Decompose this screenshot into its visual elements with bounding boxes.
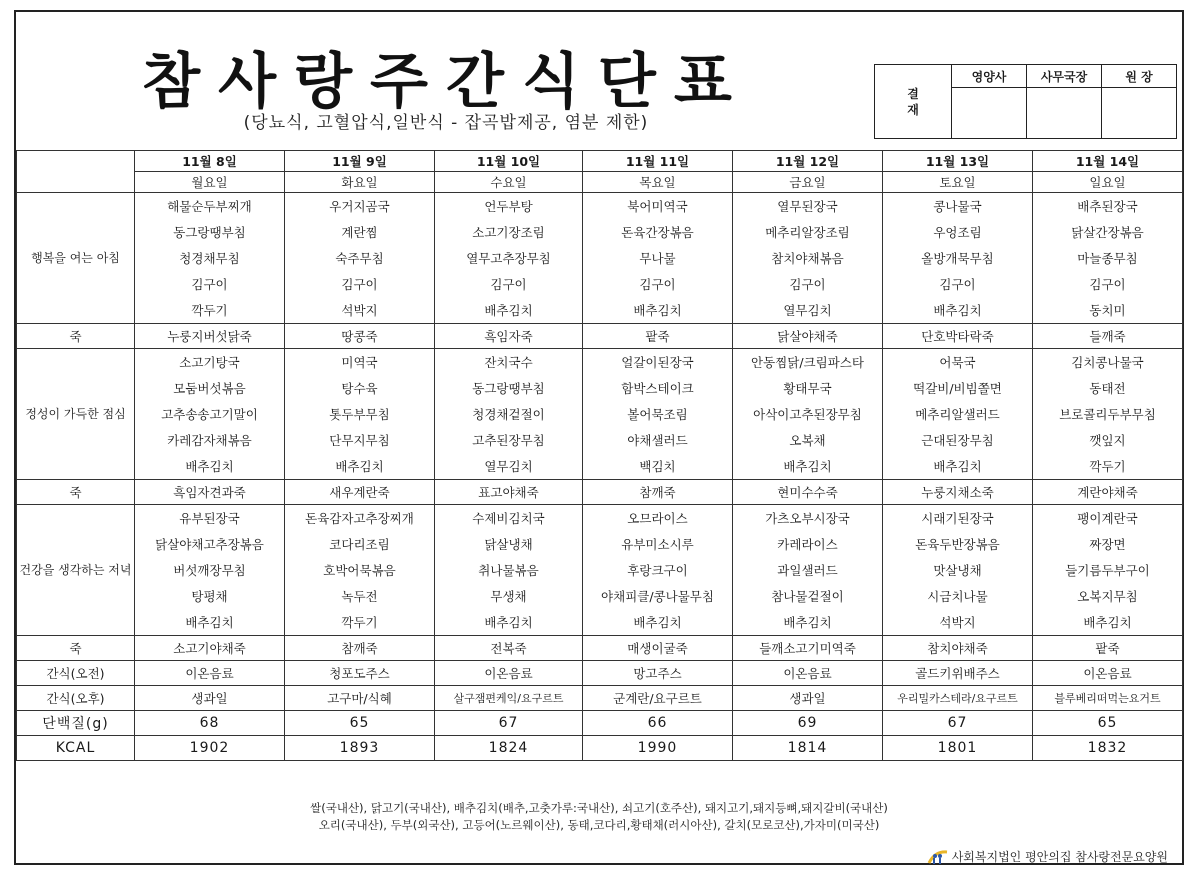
snack-afternoon-cell: 생과일 [135,686,285,711]
weekday-cell: 수요일 [435,172,583,193]
date-cell: 11월 14일 [1033,151,1183,172]
kcal-cell: 1893 [285,736,435,761]
date-cell: 11월 13일 [883,151,1033,172]
menu-item: 황태무국 [733,375,883,401]
kcal-label: KCAL [17,736,135,761]
breakfast-row [17,245,1183,271]
dinner-label: 건강을 생각하는 저녁 [17,505,135,636]
approval-label-bottom: 재 [907,102,919,117]
porridge-evening-row [17,636,1183,661]
menu-item: 열무된장국 [733,193,883,220]
snack-afternoon-cell: 생과일 [733,686,883,711]
protein-cell: 65 [1033,711,1183,736]
menu-item: 우거지곰국 [285,193,435,220]
menu-item: 돈육간장볶음 [583,219,733,245]
menu-item: 오므라이스 [583,505,733,532]
menu-item: 함박스테이크 [583,375,733,401]
menu-item: 김치콩나물국 [1033,349,1183,376]
menu-item: 떡갈비/비빔쫄면 [883,375,1033,401]
menu-item: 해물순두부찌개 [135,193,285,220]
menu-item: 동치미 [1033,297,1183,324]
kcal-cell: 1824 [435,736,583,761]
menu-item: 깍두기 [135,297,285,324]
organization-signature [927,848,1168,865]
menu-item: 짜장면 [1033,531,1183,557]
kcal-cell: 1832 [1033,736,1183,761]
snack-morning-cell: 골드키위배주스 [883,661,1033,686]
menu-item: 김구이 [883,271,1033,297]
menu-item: 깍두기 [285,609,435,636]
menu-item: 배추김치 [583,297,733,324]
menu-item: 언두부탕 [435,193,583,220]
origin-line-1: 쌀(국내산), 닭고기(국내산), 배추김치(배추,고춧가루:국내산), 쇠고기(호주산), 돼지고기,돼지등뼈,돼지갈비(국내산) [310,801,888,815]
menu-item: 배추김치 [733,609,883,636]
date-cell: 11월 9일 [285,151,435,172]
porridge-morning-cell: 닭살야채죽 [733,324,883,349]
lunch-label: 정성이 가득한 점심 [17,349,135,480]
menu-item: 열무고추장무침 [435,245,583,271]
menu-item: 들기름두부구이 [1033,557,1183,583]
origin-line-2: 오리(국내산), 두부(외국산), 고등어(노르웨이산), 동태,코다리,황태채(러시아산), 갈치(모로코산),가자미(미국산) [318,818,880,832]
menu-item: 안동찜닭/크림파스타 [733,349,883,376]
porridge-morning-cell: 팥죽 [583,324,733,349]
snack-afternoon-cell: 우리밀카스테라/요구르트 [883,686,1033,711]
lunch-row [17,401,1183,427]
snack-afternoon-row [17,686,1183,711]
menu-item: 배추김치 [883,453,1033,480]
porridge-morning-label: 죽 [17,324,135,349]
menu-item: 백김치 [583,453,733,480]
menu-item: 카레라이스 [733,531,883,557]
date-cell: 11월 12일 [733,151,883,172]
menu-item: 시래기된장국 [883,505,1033,532]
weekday-row [17,172,1183,193]
menu-item: 닭살냉채 [435,531,583,557]
approval-box [874,64,1177,139]
kcal-cell: 1814 [733,736,883,761]
menu-item: 과일샐러드 [733,557,883,583]
menu-item: 탕수육 [285,375,435,401]
menu-item: 소고기탕국 [135,349,285,376]
protein-cell: 69 [733,711,883,736]
menu-item: 메추리알샐러드 [883,401,1033,427]
menu-sheet [14,10,1184,865]
organization-name: 사회복지법인 평안의집 참사랑전문요양원 [951,850,1168,864]
porridge-afternoon-cell: 새우계란죽 [285,480,435,505]
kcal-row [17,736,1183,761]
porridge-morning-cell: 흑임자죽 [435,324,583,349]
menu-item: 고추된장무침 [435,427,583,453]
menu-item: 콩나물국 [883,193,1033,220]
menu-item: 배추김치 [435,297,583,324]
menu-item: 돈육두반장볶음 [883,531,1033,557]
kcal-cell: 1902 [135,736,285,761]
dinner-row [17,583,1183,609]
menu-item: 수제비김치국 [435,505,583,532]
protein-label: 단백질(g) [17,711,135,736]
menu-item: 배추김치 [435,609,583,636]
porridge-morning-cell: 누룽지버섯닭죽 [135,324,285,349]
menu-item: 석박지 [285,297,435,324]
porridge-evening-cell: 참치야채죽 [883,636,1033,661]
kcal-cell: 1801 [883,736,1033,761]
menu-item: 배추김치 [583,609,733,636]
menu-item: 동그랑땡부침 [135,219,285,245]
menu-item: 열무김치 [435,453,583,480]
page-subtitle: (당뇨식, 고혈압식,일반식 - 잡곡밥제공, 염분 제한) [243,113,649,133]
menu-item: 취나물볶음 [435,557,583,583]
porridge-afternoon-label: 죽 [17,480,135,505]
menu-item: 김구이 [435,271,583,297]
snack-afternoon-cell: 고구마/식혜 [285,686,435,711]
menu-item: 배추김치 [883,297,1033,324]
page-title: 참사랑주간식단표 [142,47,750,117]
menu-item: 북어미역국 [583,193,733,220]
porridge-evening-cell: 팥죽 [1033,636,1183,661]
menu-item: 돈육감자고추장찌개 [285,505,435,532]
menu-item: 계란찜 [285,219,435,245]
menu-item: 참치야채볶음 [733,245,883,271]
dinner-row [17,557,1183,583]
porridge-afternoon-cell: 참깨죽 [583,480,733,505]
menu-item: 무생채 [435,583,583,609]
menu-item: 팽이계란국 [1033,505,1183,532]
date-cell: 11월 8일 [135,151,285,172]
menu-item: 깻잎지 [1033,427,1183,453]
porridge-evening-cell: 참깨죽 [285,636,435,661]
approval-role-dietitian: 영양사 [952,65,1027,88]
menu-item: 깍두기 [1033,453,1183,480]
breakfast-row [17,297,1183,324]
menu-item: 오복지무침 [1033,583,1183,609]
porridge-afternoon-cell: 흑임자견과죽 [135,480,285,505]
porridge-morning-cell: 들깨죽 [1033,324,1183,349]
snack-afternoon-cell: 살구잼편케익/요구르트 [435,686,583,711]
date-row [17,151,1183,172]
approval-role-director: 원 장 [1102,65,1177,88]
date-cell: 11월 10일 [435,151,583,172]
snack-afternoon-label: 간식(오후) [17,686,135,711]
porridge-evening-cell: 들깨소고기미역죽 [733,636,883,661]
porridge-evening-label: 죽 [17,636,135,661]
snack-morning-cell: 이온음료 [1033,661,1183,686]
menu-item: 김구이 [583,271,733,297]
menu-item: 호박어묵볶음 [285,557,435,583]
snack-morning-cell: 이온음료 [435,661,583,686]
menu-item: 동그랑땡부침 [435,375,583,401]
menu-item: 닭살간장볶음 [1033,219,1183,245]
menu-item: 닭살야채고추장볶음 [135,531,285,557]
dinner-row [17,505,1183,532]
lunch-row [17,349,1183,376]
menu-item: 배추김치 [135,609,285,636]
header [16,12,1182,150]
menu-item: 톳두부무침 [285,401,435,427]
approval-role-manager: 사무국장 [1027,65,1102,88]
porridge-evening-cell: 소고기야채죽 [135,636,285,661]
lunch-row [17,427,1183,453]
snack-morning-label: 간식(오전) [17,661,135,686]
menu-item: 김구이 [733,271,883,297]
menu-item: 미역국 [285,349,435,376]
breakfast-row [17,193,1183,220]
porridge-afternoon-cell: 현미수수죽 [733,480,883,505]
menu-table [16,150,1183,761]
weekday-cell: 목요일 [583,172,733,193]
porridge-morning-cell: 단호박타락죽 [883,324,1033,349]
snack-afternoon-cell: 블루베리떠먹는요거트 [1033,686,1183,711]
menu-item: 후랑크구이 [583,557,733,583]
protein-cell: 68 [135,711,285,736]
porridge-morning-row [17,324,1183,349]
menu-item: 코다리조림 [285,531,435,557]
dinner-row [17,609,1183,636]
menu-item: 얼갈이된장국 [583,349,733,376]
breakfast-label: 행복을 여는 아침 [17,193,135,324]
menu-item: 야채샐러드 [583,427,733,453]
menu-item: 배추된장국 [1033,193,1183,220]
signature-dietitian [952,88,1027,139]
porridge-afternoon-cell: 계란야채죽 [1033,480,1183,505]
approval-label [875,65,952,139]
corner-cell [17,151,135,193]
menu-item: 김구이 [285,271,435,297]
menu-item: 열무김치 [733,297,883,324]
snack-morning-cell: 이온음료 [135,661,285,686]
snack-morning-cell: 망고주스 [583,661,733,686]
menu-item: 배추김치 [1033,609,1183,636]
snack-afternoon-cell: 군계란/요구르트 [583,686,733,711]
menu-item: 시금치나물 [883,583,1033,609]
porridge-afternoon-cell: 누룽지채소죽 [883,480,1033,505]
menu-item: 석박지 [883,609,1033,636]
menu-item: 김구이 [1033,271,1183,297]
lunch-row [17,453,1183,480]
porridge-evening-cell: 매생이굴죽 [583,636,733,661]
menu-item: 동태전 [1033,375,1183,401]
dinner-row [17,531,1183,557]
menu-item: 배추김치 [733,453,883,480]
menu-item: 모둠버섯볶음 [135,375,285,401]
protein-cell: 65 [285,711,435,736]
signature-director [1102,88,1177,139]
porridge-evening-cell: 전복죽 [435,636,583,661]
menu-item: 볼어묵조림 [583,401,733,427]
menu-item: 유부미소시루 [583,531,733,557]
origin-notice [16,800,1182,834]
menu-item: 우엉조림 [883,219,1033,245]
kcal-cell: 1990 [583,736,733,761]
menu-item: 참나물겉절이 [733,583,883,609]
menu-item: 브로콜리두부무침 [1033,401,1183,427]
weekday-cell: 금요일 [733,172,883,193]
menu-item: 단무지무침 [285,427,435,453]
breakfast-row [17,219,1183,245]
menu-item: 소고기장조림 [435,219,583,245]
weekday-cell: 토요일 [883,172,1033,193]
snack-morning-row [17,661,1183,686]
menu-item: 근대된장무침 [883,427,1033,453]
menu-item: 청경채겉절이 [435,401,583,427]
menu-item: 청경채무침 [135,245,285,271]
porridge-afternoon-cell: 표고야채죽 [435,480,583,505]
protein-row [17,711,1183,736]
lunch-row [17,375,1183,401]
snack-morning-cell: 이온음료 [733,661,883,686]
protein-cell: 67 [883,711,1033,736]
snack-morning-cell: 청포도주스 [285,661,435,686]
approval-label-top: 결 [907,86,919,101]
breakfast-row [17,271,1183,297]
organization-logo-icon [927,849,949,865]
menu-item: 고추송송고기말이 [135,401,285,427]
menu-item: 배추김치 [285,453,435,480]
weekday-cell: 월요일 [135,172,285,193]
protein-cell: 66 [583,711,733,736]
menu-item: 무나물 [583,245,733,271]
menu-item: 아삭이고추된장무침 [733,401,883,427]
porridge-morning-cell: 땅콩죽 [285,324,435,349]
menu-item: 숙주무침 [285,245,435,271]
menu-item: 김구이 [135,271,285,297]
menu-item: 맛살냉채 [883,557,1033,583]
menu-item: 어묵국 [883,349,1033,376]
menu-item: 카레감자채볶음 [135,427,285,453]
signature-manager [1027,88,1102,139]
menu-item: 올방개묵무침 [883,245,1033,271]
porridge-afternoon-row [17,480,1183,505]
menu-item: 마늘종무침 [1033,245,1183,271]
date-cell: 11월 11일 [583,151,733,172]
menu-item: 메추리알장조림 [733,219,883,245]
menu-item: 가츠오부시장국 [733,505,883,532]
menu-item: 버섯깨장무침 [135,557,285,583]
menu-item: 녹두전 [285,583,435,609]
menu-item: 잔치국수 [435,349,583,376]
menu-item: 배추김치 [135,453,285,480]
menu-item: 야채피클/콩나물무침 [583,583,733,609]
weekday-cell: 일요일 [1033,172,1183,193]
menu-item: 탕평채 [135,583,285,609]
protein-cell: 67 [435,711,583,736]
menu-item: 유부된장국 [135,505,285,532]
weekday-cell: 화요일 [285,172,435,193]
menu-item: 오복채 [733,427,883,453]
